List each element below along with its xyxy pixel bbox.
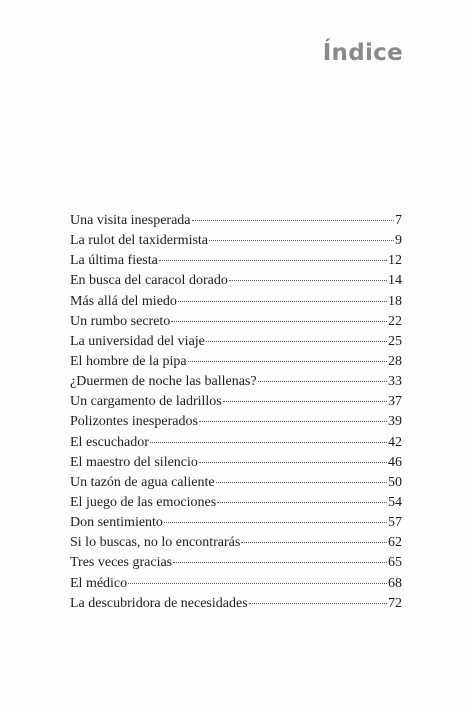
toc-entry-page-number: 12	[388, 253, 402, 269]
toc-entry-page-number: 14	[388, 273, 402, 289]
toc-entry	[70, 352, 402, 372]
toc-entry-page-number: 33	[388, 374, 402, 390]
toc-entry-title: La última fiesta	[70, 253, 158, 269]
toc-entry	[70, 332, 402, 352]
toc-entry-title: Polizontes inesperados	[70, 414, 198, 430]
toc-entry-title: Tres veces gracias	[70, 555, 173, 571]
toc-entry-title: La descubridora de necesidades	[70, 595, 248, 611]
toc-entry-title: El juego de las emociones	[70, 494, 217, 510]
toc-entry	[70, 594, 402, 614]
toc-dot-leader	[206, 341, 387, 342]
toc-entry	[70, 513, 402, 533]
toc-entry	[70, 533, 402, 553]
toc-entry	[70, 473, 402, 493]
toc-entry-page-number: 68	[388, 575, 402, 591]
toc-entry	[70, 312, 402, 332]
toc-entry	[70, 211, 402, 231]
toc-entry-title: El maestro del silencio	[70, 454, 198, 470]
toc-entry-title: En busca del caracol dorado	[70, 273, 228, 289]
toc-entry	[70, 251, 402, 271]
toc-entry	[70, 271, 402, 291]
toc-dot-leader	[159, 260, 387, 261]
toc-entry-title: Don sentimiento	[70, 515, 163, 531]
toc-entry-page-number: 37	[388, 394, 402, 410]
toc-dot-leader	[241, 542, 387, 543]
toc-entry	[70, 292, 402, 312]
toc-dot-leader	[199, 421, 387, 422]
toc-dot-leader	[188, 361, 387, 362]
toc-dot-leader	[164, 522, 387, 523]
table-of-contents	[70, 211, 402, 614]
toc-entry-title: Un tazón de agua caliente	[70, 474, 215, 490]
toc-entry-page-number: 22	[388, 313, 402, 329]
toc-entry	[70, 453, 402, 473]
toc-entry-page-number: 39	[388, 414, 402, 430]
toc-entry-title: El hombre de la pipa	[70, 353, 187, 369]
toc-entry-title: ¿Duermen de noche las ballenas?	[70, 374, 257, 390]
toc-entry-page-number: 7	[395, 213, 402, 228]
page-title: Índice	[322, 40, 403, 66]
toc-dot-leader	[178, 301, 387, 302]
toc-entry-page-number: 62	[388, 535, 402, 551]
toc-entry-page-number: 54	[388, 494, 402, 510]
toc-entry-title: Más allá del miedo	[70, 293, 177, 309]
toc-dot-leader	[229, 280, 387, 281]
toc-entry	[70, 231, 402, 251]
toc-entry	[70, 553, 402, 573]
toc-entry-page-number: 50	[388, 474, 402, 490]
toc-entry-page-number: 46	[388, 454, 402, 470]
toc-entry-page-number: 25	[388, 333, 402, 349]
toc-entry	[70, 372, 402, 392]
toc-entry-page-number: 57	[388, 515, 402, 531]
toc-entry-title: Un rumbo secreto	[70, 313, 171, 329]
toc-entry-page-number: 28	[388, 353, 402, 369]
toc-dot-leader	[128, 583, 387, 584]
toc-entry-title: La universidad del viaje	[70, 333, 205, 349]
toc-entry-title: La rulot del taxidermista	[70, 233, 209, 249]
toc-entry	[70, 412, 402, 432]
toc-entry-title: Un cargamento de ladrillos	[70, 394, 222, 410]
toc-entry	[70, 433, 402, 453]
toc-entry-page-number: 18	[388, 293, 402, 309]
toc-dot-leader	[249, 603, 387, 604]
toc-dot-leader	[199, 462, 387, 463]
toc-entry-page-number: 65	[388, 555, 402, 571]
toc-entry-page-number: 72	[388, 595, 402, 611]
toc-dot-leader	[216, 482, 387, 483]
toc-dot-leader	[258, 381, 387, 382]
toc-entry-title: El escuchador	[70, 434, 149, 450]
toc-entry-page-number: 9	[395, 233, 402, 249]
toc-entry-title: Una visita inesperada	[70, 213, 191, 228]
toc-entry-title: Si lo buscas, no lo encontrarás	[70, 535, 241, 551]
toc-dot-leader	[173, 562, 387, 563]
toc-entry	[70, 574, 402, 594]
toc-dot-leader	[171, 321, 387, 322]
toc-entry-page-number: 42	[388, 434, 402, 450]
toc-entry-title: El médico	[70, 575, 128, 591]
toc-dot-leader	[217, 502, 387, 503]
toc-dot-leader	[150, 442, 387, 443]
toc-dot-leader	[209, 240, 394, 241]
toc-entry	[70, 493, 402, 513]
toc-entry	[70, 392, 402, 412]
toc-dot-leader	[192, 220, 394, 221]
toc-dot-leader	[223, 401, 387, 402]
